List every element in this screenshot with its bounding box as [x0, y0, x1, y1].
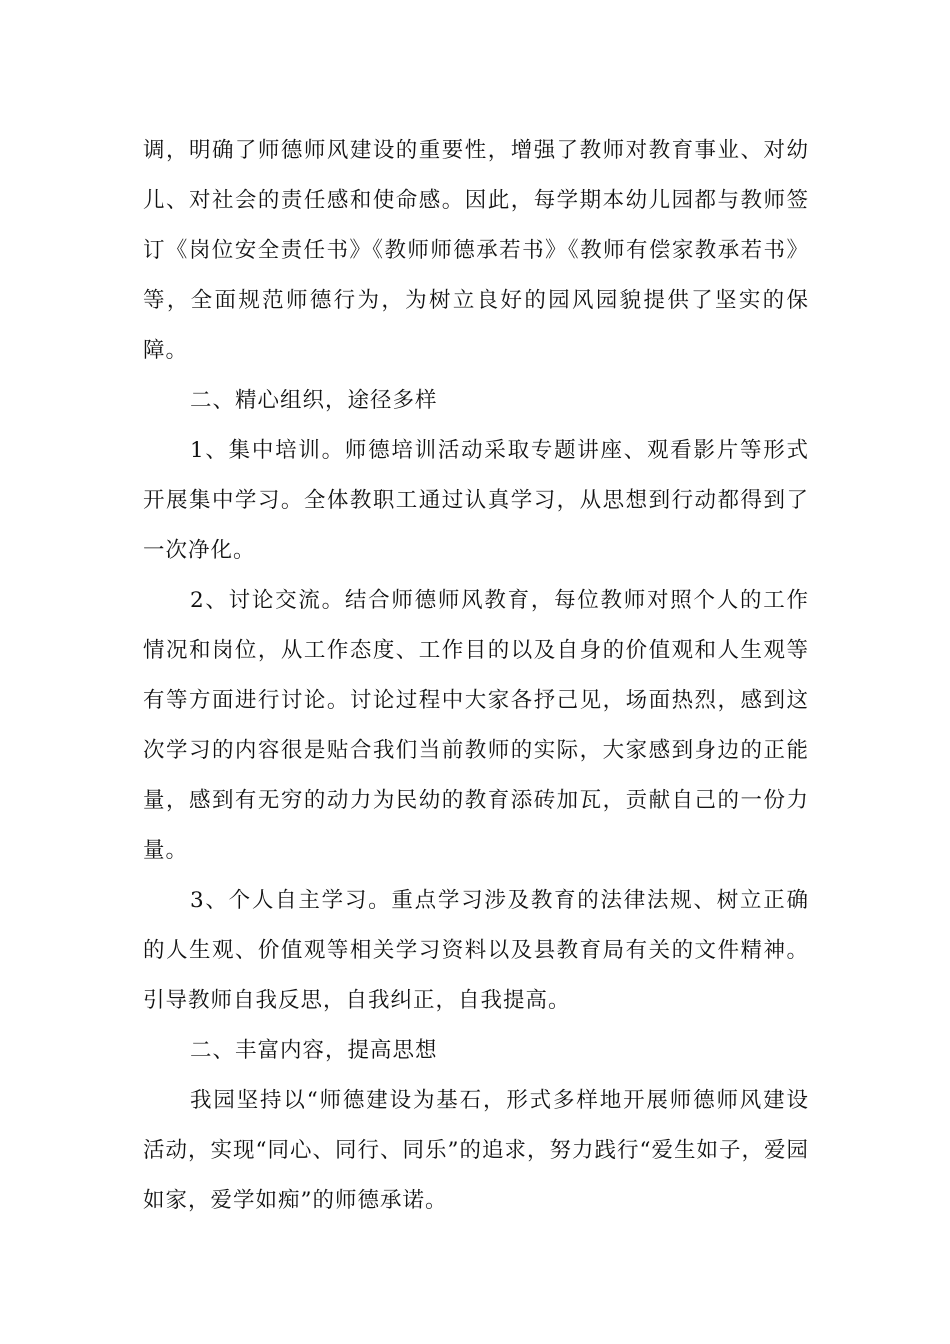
- paragraph-commitment: 我园坚持以“师德建设为基石，形式多样地开展师德师风建设活动，实现“同心、同行、同乐”的追求，努力践行“爱生如子，爱园如家，爱学如痴”的师德承诺。: [143, 1088, 809, 1213]
- paragraph-continued: 调，明确了师德师风建设的重要性，增强了教师对教育事业、对幼儿、对社会的责任感和使命感。因此，每学期本幼儿园都与教师签订《岗位安全责任书》《教师师德承若书》《教师有偿家教承若书》等，全面规范师德行为，为树立良好的园风园貌提供了坚实的保障。: [143, 138, 809, 363]
- paragraph-centralized-training: 1、集中培训。师德培训活动采取专题讲座、观看影片等形式开展集中学习。全体教职工通过认真学习，从思想到行动都得到了一次净化。: [143, 438, 809, 563]
- document-body: [143, 126, 809, 1226]
- section-heading-enrich-content: 二、丰富内容，提高思想: [190, 1038, 438, 1063]
- paragraph-self-study: 3、个人自主学习。重点学习涉及教育的法律法规、树立正确的人生观、价值观等相关学习资料以及县教育局有关的文件精神。引导教师自我反思，自我纠正，自我提高。: [143, 888, 809, 1013]
- paragraph-discussion-exchange: 2、讨论交流。结合师德师风教育，每位教师对照个人的工作情况和岗位，从工作态度、工作目的以及自身的价值观和人生观等有等方面进行讨论。讨论过程中大家各抒己见，场面热烈，感到这次学习的内容很是贴合我们当前教师的实际，大家感到身边的正能量，感到有无穷的动力为民幼的教育添砖加瓦，贡献自己的一份力量。: [143, 588, 809, 863]
- section-heading-organization: 二、精心组织，途径多样: [190, 388, 438, 413]
